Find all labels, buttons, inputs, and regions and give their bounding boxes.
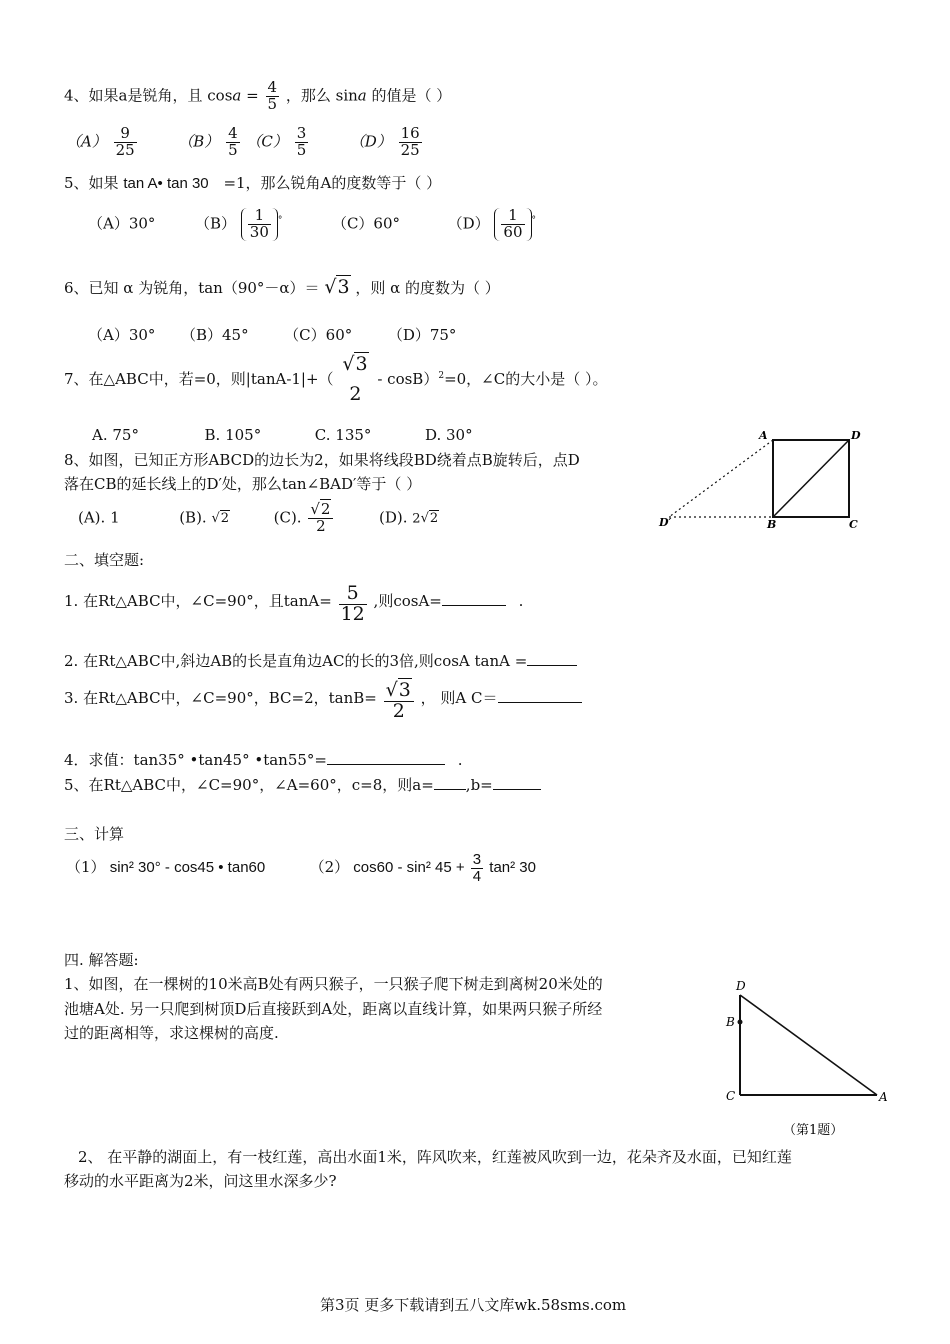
calc-row bbox=[66, 852, 536, 885]
label-b: B bbox=[726, 1015, 735, 1029]
label-d: D bbox=[851, 429, 861, 442]
label-c: C bbox=[726, 1089, 736, 1103]
section-4-title: 四. 解答题: bbox=[64, 951, 139, 969]
calc-2-fraction bbox=[471, 852, 483, 885]
answer-blank[interactable] bbox=[442, 591, 506, 606]
fill-1-stem: 1. 在Rt△ABC中，∠C=90°，且tanA= bbox=[64, 591, 332, 610]
question-8-line-1: 8、如图，已知正方形ABCD的边长为2，如果将线段BD绕着点B旋转后，点D bbox=[64, 451, 580, 469]
question-4 bbox=[64, 80, 451, 113]
option-d: （D） bbox=[447, 214, 490, 233]
q7-stem-c: =0，∠C的大小是（ ）。 bbox=[444, 369, 608, 388]
option-c: （C） bbox=[246, 132, 288, 151]
fill-4-stem: 4．求值：tan35° •tan45° •tan55°= bbox=[64, 751, 327, 769]
fill-3-stem: 3. 在Rt△ABC中，∠C=90°，BC=2，tanB= bbox=[64, 688, 377, 707]
option-d-frac bbox=[501, 208, 524, 241]
sqrt-3: √3 bbox=[385, 679, 411, 701]
option-b-frac bbox=[226, 126, 240, 159]
diagonal-bd bbox=[773, 440, 849, 517]
q6-options bbox=[88, 324, 456, 345]
numerator: 9 bbox=[114, 126, 137, 143]
period: . bbox=[457, 751, 463, 769]
question-6 bbox=[64, 276, 500, 298]
option-b: （B）45° bbox=[180, 326, 249, 344]
fill-4 bbox=[64, 749, 463, 770]
radicand: 3 bbox=[398, 679, 411, 701]
option-b: B. 105° bbox=[204, 426, 262, 444]
option-b: （B） bbox=[178, 132, 220, 151]
degree-mark: ° bbox=[531, 215, 536, 226]
calc-1-expression: sin² 30° - cos45 • tan60 bbox=[109, 859, 266, 877]
sqrt-3: √3 bbox=[342, 353, 368, 375]
q7-stem-b: - cosB） bbox=[377, 369, 439, 388]
radicand: 2 bbox=[220, 511, 230, 527]
option-c-frac bbox=[308, 502, 333, 535]
numerator: 4 bbox=[267, 78, 278, 96]
solve-2-line-2: 移动的水平距离为2米，问这里水深多少? bbox=[64, 1172, 337, 1190]
label-a: A bbox=[759, 429, 768, 442]
denominator: 25 bbox=[115, 140, 135, 159]
option-c: (C). bbox=[273, 508, 302, 527]
q7-options bbox=[92, 426, 473, 444]
numerator: 5 bbox=[339, 584, 367, 605]
sqrt-2: √2 bbox=[211, 511, 230, 527]
question-5 bbox=[64, 172, 441, 193]
denominator: 60 bbox=[503, 222, 523, 241]
point-b bbox=[738, 1020, 743, 1025]
answer-blank[interactable] bbox=[527, 651, 577, 666]
q4-stem-c: 的值是（ ） bbox=[371, 86, 452, 105]
segment-ad-prime bbox=[669, 440, 773, 517]
label-d: D bbox=[736, 979, 746, 993]
label-d-prime: D′ bbox=[659, 516, 672, 529]
calc-2-number: （2） bbox=[309, 858, 350, 877]
sqrt-2: √2 bbox=[310, 500, 331, 518]
radicand: 3 bbox=[337, 276, 350, 298]
option-d: （D）75° bbox=[387, 326, 457, 344]
radicand: 2 bbox=[320, 500, 331, 518]
section-2-title: 二、填空题: bbox=[64, 551, 145, 569]
alpha-symbol: a bbox=[232, 86, 242, 105]
fill-2 bbox=[64, 650, 577, 671]
sin-label: sin bbox=[335, 86, 358, 105]
fill-3-stem-b: ， 则A C＝ bbox=[420, 688, 498, 707]
label-a: A bbox=[879, 1090, 888, 1104]
fill-3 bbox=[64, 681, 582, 722]
solve-2-line-1: 2、 在平静的湖面上，有一枝红莲，高出水面1米，阵风吹来，红莲被风吹到一边，花朵齐及水面，已知红莲 bbox=[78, 1148, 792, 1166]
q7-stem: 7、在△ABC中，若=0，则|tanA-1|+（ bbox=[64, 369, 334, 388]
option-a: A. 75° bbox=[92, 426, 139, 444]
calc-2-expression: cos60 - sin² 45 + bbox=[353, 859, 465, 877]
q6-stem-b: ，则 α 的度数为（ ） bbox=[355, 279, 500, 297]
fill-2-stem: 2. 在Rt△ABC中,斜边AB的长是直角边AC的长的3倍,则cosA tanA = bbox=[64, 652, 528, 670]
q5-options bbox=[88, 208, 536, 241]
tree-triangle-figure bbox=[715, 975, 895, 1143]
q8-options bbox=[78, 502, 439, 535]
numerator: 3 bbox=[296, 124, 307, 142]
jump-da bbox=[740, 995, 877, 1095]
numerator: 16 bbox=[400, 124, 420, 142]
q4-fraction bbox=[266, 80, 280, 113]
fill-3-fraction bbox=[384, 681, 414, 722]
option-c: （C）60° bbox=[331, 214, 401, 233]
radicand: 3 bbox=[355, 353, 368, 375]
q5-stem: 5、如果 bbox=[64, 174, 119, 192]
solve-1-line-2: 池塘A处. 另一只爬到树顶D后直接跃到A处，距离以直线计算，如果两只猴子所经 bbox=[64, 1000, 603, 1018]
fill-5 bbox=[64, 774, 541, 795]
fill-5-stem: 5、在Rt△ABC中，∠C=90°，∠A=60°，c=8，则a= bbox=[64, 776, 434, 794]
solve-1-line-3: 过的距离相等，求这棵树的高度. bbox=[64, 1024, 279, 1042]
denominator: 5 bbox=[267, 94, 278, 113]
denominator: 25 bbox=[400, 140, 420, 159]
answer-blank[interactable] bbox=[327, 750, 445, 765]
square-rotation-figure bbox=[655, 425, 870, 535]
q4-stem-b: ，那么 bbox=[285, 86, 331, 105]
section-3-title: 三、计算 bbox=[64, 825, 125, 843]
q4-options bbox=[66, 126, 424, 159]
denominator: 2 bbox=[316, 516, 326, 535]
alpha-symbol: a bbox=[357, 86, 367, 105]
option-a: （A）30° bbox=[88, 214, 156, 233]
denominator: 5 bbox=[296, 140, 307, 159]
label-b: B bbox=[767, 518, 777, 531]
q5-expression: tan A• tan 30 bbox=[123, 175, 209, 192]
option-c: （C）60° bbox=[284, 326, 353, 344]
fill-5-stem-b: ,b= bbox=[465, 776, 493, 794]
answer-blank-b[interactable] bbox=[493, 775, 541, 790]
option-a: （A） bbox=[66, 132, 107, 151]
option-d: D. 30° bbox=[424, 426, 473, 444]
option-b-paren bbox=[241, 208, 278, 241]
denominator: 4 bbox=[472, 867, 482, 885]
question-8-line-2: 落在CB的延长线上的D′处，那么tan∠BAD′等于（ ） bbox=[64, 475, 422, 493]
question-7 bbox=[64, 355, 608, 405]
q4-stem: 4、如果a是锐角，且 bbox=[64, 86, 203, 105]
solve-1-line-1: 1、如图，在一棵树的10米高B处有两只猴子，一只猴子爬下树走到离树20米处的 bbox=[64, 975, 603, 993]
option-d: （D） bbox=[349, 132, 392, 151]
fill-1-stem-b: ,则cosA= bbox=[373, 591, 442, 610]
denominator: 12 bbox=[340, 602, 365, 625]
denominator: 5 bbox=[228, 140, 238, 159]
q7-fraction bbox=[340, 355, 370, 405]
option-b-frac bbox=[248, 208, 271, 241]
numerator: 4 bbox=[228, 124, 238, 142]
option-d-paren bbox=[494, 208, 531, 241]
q5-stem-b: =1，那么锐角A的度数等于（ ） bbox=[223, 174, 442, 192]
cos-label: cos bbox=[207, 86, 233, 105]
fill-1 bbox=[64, 584, 523, 625]
period: . bbox=[518, 591, 524, 610]
coefficient: 2 bbox=[412, 511, 421, 527]
denominator: 30 bbox=[249, 222, 269, 241]
option-a: （A）30° bbox=[88, 326, 156, 344]
denominator: 2 bbox=[349, 382, 362, 405]
numerator: 1 bbox=[248, 208, 271, 225]
option-c: C. 135° bbox=[314, 426, 372, 444]
answer-blank[interactable] bbox=[498, 688, 582, 703]
option-a: (A). 1 bbox=[78, 508, 120, 527]
option-c-frac bbox=[295, 126, 309, 159]
sqrt-3: √3 bbox=[324, 276, 350, 298]
denominator: 2 bbox=[392, 699, 405, 722]
q6-stem: 6、已知 α 为锐角，tan（90°－α）＝ bbox=[64, 279, 320, 297]
fill-1-fraction bbox=[339, 584, 367, 625]
equals-sign: = bbox=[246, 86, 259, 105]
calc-2-expression-b: tan² 30 bbox=[489, 859, 536, 877]
label-c: C bbox=[849, 518, 858, 531]
superscript: 2 bbox=[438, 370, 445, 381]
option-a-frac bbox=[114, 126, 137, 159]
option-d-frac bbox=[399, 126, 422, 159]
degree-mark: ° bbox=[277, 215, 283, 226]
numerator: 1 bbox=[501, 208, 524, 225]
numerator: 3 bbox=[472, 851, 482, 868]
page-footer: 第3页 更多下载请到五八文库wk.58sms.com bbox=[320, 1296, 627, 1314]
option-d: (D). bbox=[379, 508, 408, 527]
option-b: (B). bbox=[179, 508, 207, 527]
figure-caption: （第1题） bbox=[783, 1123, 844, 1138]
calc-1-number: （1） bbox=[66, 858, 106, 877]
option-b: （B） bbox=[194, 214, 237, 233]
answer-blank-a[interactable] bbox=[434, 775, 466, 790]
sqrt-2: √2 bbox=[420, 511, 439, 527]
radicand: 2 bbox=[429, 511, 439, 527]
